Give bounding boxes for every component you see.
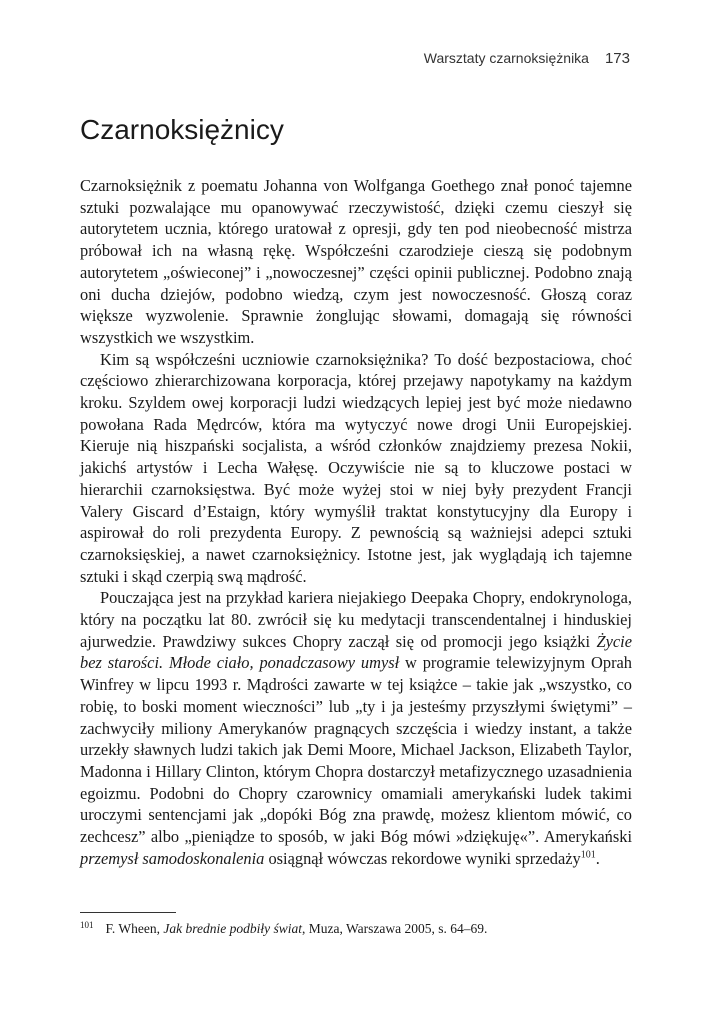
paragraph <box>80 349 632 588</box>
paragraph <box>80 175 632 349</box>
text-run: Czarnoksiężnik z poematu Johanna von Wolfganga Goethego znał ponoć tajemne sztuki pozwalające mu opanowywać rzeczywistość, dzięki czemu cieszył się autorytetem ucznia, którego uratował z opresji, gdy ten pod nieobecność mistrza próbował ich na własną rękę. Współcześni czarodzieje cieszą się podobnym autorytetem „oświeconej” i „nowoczesnej” części opinii publicznej. Podobno znają oni ducha dziejów, podobno wiedzą, czym jest nowoczesność. Głoszą coraz większe wyzwolenie. Sprawnie żonglując słowami, domagają się równości wszystkich we wszystkim. <box>80 176 632 347</box>
text-run: w programie telewizyjnym Oprah Winfrey w lipcu 1993 r. Mądrości zawarte w tej książce – takie jak „wszystko, co robię, to boski moment wieczności” lub „ty i ja jesteśmy przyszłymi świętymi” – zachwyciły miliony Amerykanów pragnących szczęścia i wiedzy instant, a także urzekły sławnych ludzi takich jak Demi Moore, Michael Jackson, Elizabeth Taylor, Madonna i Hillary Clinton, którym Chopra dostarczył metafizycznego uzasadnienia egoizmu. Podobni do Chopry czarownicy omamiali amerykański ludek takimi uroczymi sentencjami jak „dopóki Bóg zna prawdę, możesz klientom mówić, co zechcesz” albo „pieniądze to sposób, w jaki Bóg mówi »dziękuję«”. Amerykański <box>80 653 632 847</box>
body-text <box>80 175 632 870</box>
page-number: 173 <box>604 50 630 67</box>
footnote-divider <box>80 912 176 913</box>
text-run: . <box>595 848 600 868</box>
italic-title: przemysł samodoskonalenia <box>80 848 265 868</box>
running-header <box>424 50 630 67</box>
italic-title: Jak brednie podbiły świat <box>163 921 303 936</box>
text-run: F. Wheen, <box>105 921 164 936</box>
paragraph <box>80 587 632 869</box>
chapter-title: Czarnoksiężnicy <box>80 114 284 145</box>
text-run: Pouczająca jest na przykład kariera niejakiego Deepaka Chopry, endokrynologa, który na początku lat 80. zwrócił się ku medytacji transcendentalnej i hinduskiej ajurwedzie. Prawdziwy sukces Chopry zaczął się od promocji jego książki <box>80 588 632 651</box>
running-title: Warsztaty czarnoksiężnika <box>423 50 589 66</box>
italic-title: Życie bez starości. Młode ciało, ponadczasowy umysł <box>80 631 632 673</box>
footnote-number: 101 <box>80 919 94 930</box>
footnote-text <box>106 921 488 936</box>
text-run: , Muza, Warszawa 2005, s. 64–69. <box>302 921 488 936</box>
footnote-reference: 101 <box>580 849 596 861</box>
text-run: osiągnął wówczas rekordowe wyniki sprzedaży <box>264 848 581 868</box>
footnote <box>80 920 632 938</box>
text-run: Kim są współcześni uczniowie czarnoksiężnika? To dość bezpostaciowa, choć częściowo zhierarchizowana korporacja, której przejawy napotykamy na każdym kroku. Szyldem owej korporacji ludzi wiedzących lepiej jest być może niedawno powołana Rada Mędrców, która ma wytyczyć nowe drogi Unii Europejskiej. Kieruje nią hiszpański socjalista, a wśród członków znajdziemy prezesa Nokii, jakichś artystów i Lecha Wałęsę. Oczywiście nie są to kluczowe postaci w hierarchii czarnoksięstwa. Być może wyżej stoi w niej były prezydent Francji Valery Giscard d’Estaign, który wymyślił traktat konstytucyjny dla Europy i aspirował do roli prezydenta Europy. Z pewnością są ważniejsi adepci sztuki czarnoksięskiej, a nawet czarnoksiężnicy. Istotne jest, jak wyglądają ich tajemne sztuki i skąd czerpią swą mądrość. <box>80 349 632 586</box>
